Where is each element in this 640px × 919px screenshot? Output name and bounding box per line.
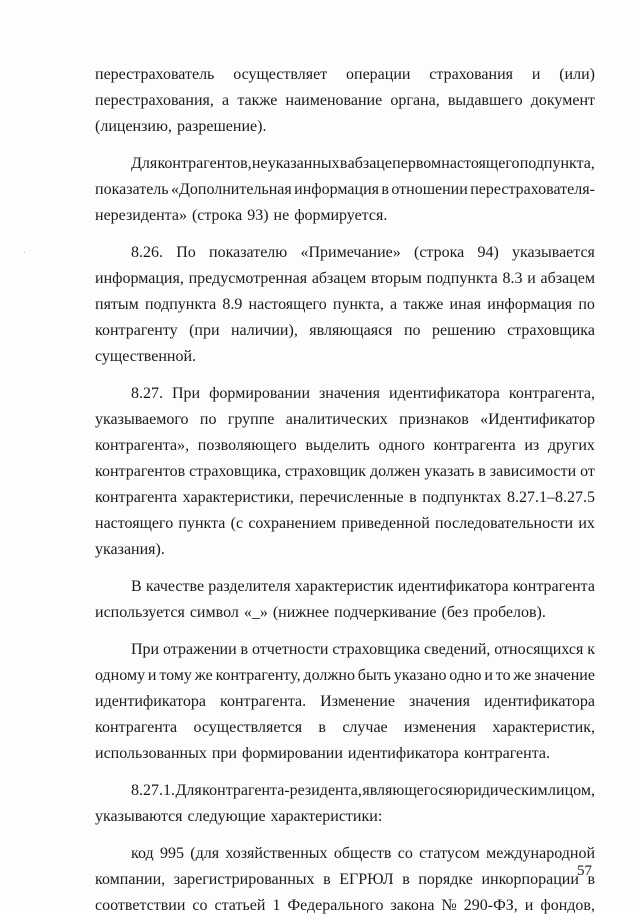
word: настоящего [95,515,174,532]
word: должно [303,667,355,684]
word: являющегося [362,782,453,799]
word: (для [190,845,220,862]
text-line [95,778,595,804]
word: формируется. [294,207,388,224]
paragraph-gap [95,370,595,381]
word: указываемого [95,411,189,428]
text-line [95,663,595,689]
word: «Примечание» [300,244,401,261]
word: позволяющего [197,437,297,454]
word: вторым [371,270,422,287]
word: идентификатора [388,385,500,402]
word: не [251,155,268,172]
word: сведений, [424,641,491,658]
paragraph [95,62,595,140]
word: других [547,437,595,454]
word: сохранением [248,515,337,532]
paragraph [95,637,595,767]
word: «Дополнительная [170,181,292,198]
word: подпункта [426,270,498,287]
text-line [95,715,595,741]
word: идентификатора [484,693,595,710]
word: Федерального [287,897,384,914]
page-number: 57 [577,863,592,879]
word: указать [424,463,475,480]
word: (или) [559,66,595,83]
word: статьей [214,897,266,914]
word: (лицензию, [95,118,172,135]
word: в [478,463,486,480]
word: по [403,322,421,339]
word: ЕГРЮЛ [339,871,394,888]
word: 94) [477,244,499,261]
word: абзацем [540,270,595,287]
word: значение [534,667,595,684]
word: зависимости [489,463,577,480]
word: являющаяся [309,322,393,339]
word: В [131,578,142,595]
word: предусмотренная [188,270,308,287]
word: в [402,871,410,888]
word: перестрахователя- [470,181,595,198]
word: контрагента. [463,745,550,762]
word: При [171,385,201,402]
word: не [273,207,290,224]
word: символ [189,604,239,621]
word: хозяйственных [225,845,328,862]
word: контрагента [95,719,178,736]
word: отношении [391,181,468,198]
word: информация [294,181,379,198]
word: при [211,745,237,762]
word: страховщик [284,463,366,480]
word: к [587,641,595,658]
word: используется [95,604,185,621]
text-line [95,867,595,893]
word: 1 [272,897,281,914]
text-line [95,114,595,140]
text-line [95,62,595,88]
text-line [95,266,595,292]
word: 8.27. [131,385,163,402]
word: Для [131,155,158,172]
word: наличии), [230,322,298,339]
word: относящихся [494,641,584,658]
word: указано [393,667,447,684]
word: в [318,719,326,736]
word: существенной. [95,348,197,365]
word: абзацем [311,270,367,287]
word: то [495,667,511,684]
paragraph [95,381,595,563]
word: контрагента», [95,437,190,454]
text-line [95,240,595,266]
word: закона [390,897,435,914]
text-line [95,841,595,867]
word: идентификатора [95,693,206,710]
word: При [131,641,160,658]
word: формировании [209,385,311,402]
word: должен [369,463,421,480]
word: перестрахователь [95,66,215,83]
word: контрагентов [95,463,186,480]
word: Для [175,782,202,799]
word: настоящего [248,296,327,313]
text-line [95,804,595,830]
word: характеристики, [182,489,294,506]
word: 8.26. [131,244,163,261]
text-line [95,381,595,407]
word: подчеркивание [334,604,437,621]
word: аналитических [285,411,388,428]
word: изменения [403,719,477,736]
word: одному [95,667,146,684]
word: страховщика [507,322,595,339]
word: иная [449,296,482,313]
word: и [147,667,157,684]
word: указываются [95,808,183,825]
word: указывается [512,244,595,261]
text-line [95,318,595,344]
paragraph-gap [95,626,595,637]
word: операции [346,66,411,83]
text-line [95,344,595,370]
word: и [484,667,493,684]
word: пункта, [332,296,384,313]
paragraph-gap [95,563,595,574]
word: пятым [95,296,139,313]
word: фондов, [540,897,595,914]
word: последовательности [435,515,574,532]
word: контрагенту [95,322,178,339]
word: качестве [145,578,205,595]
word: также [403,296,444,313]
word: обществ [333,845,392,862]
word: зарегистрированных [173,871,315,888]
word: же [513,667,532,684]
word: (строка [191,207,243,224]
word: контрагента [433,437,516,454]
text-line [95,151,595,177]
word: контрагента [512,578,595,595]
word: формировании [241,745,343,762]
word: а [390,296,398,313]
word: одно [449,667,482,684]
word: наименование [285,92,383,109]
text-line [95,637,595,663]
word: код [131,845,154,862]
word: информация, [95,270,184,287]
word: 93) [247,207,269,224]
word: абзаце [347,155,392,172]
word: По [176,244,196,261]
word: в [240,641,249,658]
paragraph [95,778,595,830]
word: контрагента [95,489,178,506]
paragraph-gap [95,229,595,240]
word: тому [159,667,192,684]
text-line [95,88,595,114]
paragraph [95,574,595,626]
word: нерезидента» [95,207,187,224]
paragraph-gap [95,830,595,841]
text-line [95,537,595,563]
word: контрагентов, [157,155,252,172]
word: (нижнее [272,604,330,621]
word: компании, [95,871,166,888]
word: юридическим [453,782,548,799]
text-line [95,292,595,318]
word: со [397,845,413,862]
word: органа, [390,92,440,109]
word: «_» [243,604,268,621]
word: (строка [414,244,465,261]
word: указанных [267,155,340,172]
text-line [95,459,595,485]
word: инкорпорации [481,871,579,888]
text-line [95,574,595,600]
word: 8.27.1. [131,782,175,799]
paragraph [95,240,595,370]
word: и [527,270,536,287]
word: перестрахования, [95,92,214,109]
scan-speck [24,252,25,253]
word: из [524,437,540,454]
word: разрешение). [176,118,267,135]
word: соответствии [95,897,186,914]
word: значения [318,385,380,402]
word: подпунктах [422,489,502,506]
word: первом [392,155,442,172]
word: показатель [95,181,169,198]
word: контрагента. [220,693,307,710]
word: пункта [178,515,226,532]
word: указания). [95,541,165,558]
word: страховщика [332,641,421,658]
word: контрагента-резидента, [202,782,362,799]
word: одного [378,437,425,454]
word: выделить [305,437,370,454]
word: 8.27.1–8.27.5 [506,489,595,506]
word: осуществляется [193,719,303,736]
text-line [95,485,595,511]
paragraph [95,151,595,229]
word: от [580,463,595,480]
word: а [222,92,230,109]
word: по [199,411,217,428]
text-line [95,433,595,459]
word: использованных [95,745,207,762]
word: разделителя [208,578,291,595]
word: отражении [162,641,237,658]
text-line [95,203,595,229]
word: случае [342,719,388,736]
word: идентификатора [347,745,459,762]
word: порядке [418,871,473,888]
word: подпункта [144,296,217,313]
word: группе [227,411,275,428]
word: их [578,515,595,532]
word: «Идентификатор [480,411,595,428]
word: пробелов). [473,604,546,621]
text-line [95,689,595,715]
word: лицом, [548,782,595,799]
word: осуществляет [233,66,328,83]
word: документ [530,92,595,109]
word: в [587,871,595,888]
word: в [339,155,348,172]
word: № [441,897,457,914]
paragraph [95,841,595,919]
word: (с [230,515,244,532]
word: информация [487,296,573,313]
word: Изменение [320,693,395,710]
word: в [381,181,389,198]
paragraph-gap [95,767,595,778]
word: же [194,667,213,684]
word: признаков [399,411,469,428]
word: отчетности [251,641,329,658]
word: настоящего [441,155,520,172]
paragraph-gap [95,140,595,151]
word: 8.9 [222,296,243,313]
word: быть [357,667,391,684]
word: решению [432,322,496,339]
word: выдавшего [447,92,523,109]
word: подпункта, [519,155,595,172]
word: характеристики: [270,808,383,825]
word: международной [486,845,595,862]
word: перечисленные [299,489,404,506]
word: в [409,489,417,506]
word: показателю [209,244,288,261]
word: 8.3 [502,270,523,287]
word: идентификатора [397,578,509,595]
word: значения [408,693,470,710]
text-line [95,741,595,767]
word: следующие [187,808,266,825]
word: (без [441,604,469,621]
word: и [524,897,534,914]
text-line [95,511,595,537]
word: приведенной [341,515,430,532]
word: в [323,871,331,888]
word: характеристик, [492,719,595,736]
text-line [95,893,595,919]
text-line [95,600,595,626]
word: страхования [429,66,513,83]
word: контрагента, [508,385,595,402]
word: по [578,296,595,313]
word: (при [189,322,220,339]
word: статусом [419,845,480,862]
word: характеристик [294,578,394,595]
document-body [95,62,595,919]
word: страховщика, [189,463,281,480]
word: 995 [159,845,184,862]
word: контрагенту, [215,667,301,684]
text-line [95,177,595,203]
word: со [192,897,208,914]
text-line [95,407,595,433]
word: 290-ФЗ, [463,897,518,914]
word: и [531,66,541,83]
word: также [237,92,278,109]
